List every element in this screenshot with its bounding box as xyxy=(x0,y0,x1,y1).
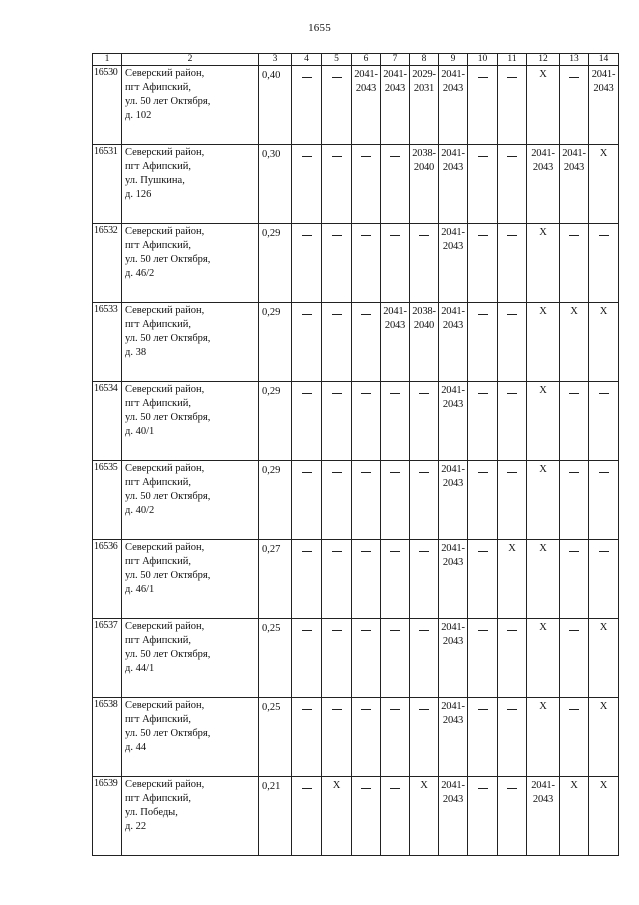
dash-mark xyxy=(302,709,312,710)
record-number: 16536 xyxy=(93,540,122,619)
dash-mark xyxy=(302,788,312,789)
column-header: 1 xyxy=(93,54,122,66)
address-line: д. 44/1 xyxy=(125,663,155,674)
dash-mark xyxy=(302,156,312,157)
address-line: ул. 50 лет Октября, xyxy=(125,254,211,265)
address-line: Северский район, xyxy=(125,147,205,158)
address-line: ул. 50 лет Октября, xyxy=(125,649,211,660)
period-cell xyxy=(381,540,410,619)
period-cell: Х xyxy=(560,303,589,382)
address-line: ул. 50 лет Октября, xyxy=(125,491,211,502)
page-number: 1655 xyxy=(308,22,331,34)
period-cell xyxy=(292,145,322,224)
period-cell: Х xyxy=(589,145,619,224)
dash-mark xyxy=(361,630,371,631)
period-cell xyxy=(322,540,352,619)
dash-mark xyxy=(419,551,429,552)
address-line: пгт Афипский, xyxy=(125,635,191,646)
period-cell xyxy=(292,777,322,856)
table-row xyxy=(93,698,619,777)
period-cell xyxy=(381,777,410,856)
column-header: 2 xyxy=(122,54,259,66)
period-cell xyxy=(560,66,589,145)
dash-mark xyxy=(419,630,429,631)
dash-mark xyxy=(302,314,312,315)
period-cell xyxy=(589,461,619,540)
dash-mark xyxy=(478,77,488,78)
period-cell: 2041- 2043 xyxy=(352,66,381,145)
period-cell: Х xyxy=(527,303,560,382)
address-line: пгт Афипский, xyxy=(125,793,191,804)
address-line: пгт Афипский, xyxy=(125,240,191,251)
table-row xyxy=(93,540,619,619)
dash-mark xyxy=(332,472,342,473)
period-cell: 2029- 2031 xyxy=(410,66,439,145)
dash-mark xyxy=(390,156,400,157)
dash-mark xyxy=(569,551,579,552)
period-cell xyxy=(352,698,381,777)
period-cell xyxy=(468,224,498,303)
table-row xyxy=(93,619,619,698)
area-cell: 0,29 xyxy=(259,382,292,461)
column-header: 4 xyxy=(292,54,322,66)
period-cell xyxy=(498,461,527,540)
period-cell xyxy=(410,224,439,303)
dash-mark xyxy=(332,156,342,157)
period-cell xyxy=(560,382,589,461)
area-cell: 0,40 xyxy=(259,66,292,145)
period-cell xyxy=(498,303,527,382)
dash-mark xyxy=(478,472,488,473)
period-cell: 2041- 2043 xyxy=(560,145,589,224)
area-cell: 0,25 xyxy=(259,619,292,698)
dash-mark xyxy=(332,551,342,552)
period-cell xyxy=(468,777,498,856)
period-cell xyxy=(381,145,410,224)
address-line: ул. 50 лет Октября, xyxy=(125,96,211,107)
address-line: д. 40/1 xyxy=(125,426,155,437)
period-cell: Х xyxy=(527,224,560,303)
record-number: 16531 xyxy=(93,145,122,224)
period-cell xyxy=(498,145,527,224)
area-cell: 0,29 xyxy=(259,224,292,303)
period-cell xyxy=(560,461,589,540)
column-header: 12 xyxy=(527,54,560,66)
dash-mark xyxy=(302,551,312,552)
dash-mark xyxy=(507,630,517,631)
address-line: д. 46/2 xyxy=(125,268,155,279)
dash-mark xyxy=(419,472,429,473)
record-number: 16532 xyxy=(93,224,122,303)
address-cell xyxy=(122,303,259,382)
period-cell xyxy=(292,619,322,698)
address-line: д. 102 xyxy=(125,110,152,121)
dash-mark xyxy=(361,314,371,315)
address-line: пгт Афипский, xyxy=(125,477,191,488)
record-number: 16535 xyxy=(93,461,122,540)
dash-mark xyxy=(419,235,429,236)
period-cell xyxy=(381,224,410,303)
period-cell: Х xyxy=(560,777,589,856)
address-cell xyxy=(122,777,259,856)
period-cell xyxy=(498,66,527,145)
column-header: 11 xyxy=(498,54,527,66)
dash-mark xyxy=(507,393,517,394)
period-cell xyxy=(498,224,527,303)
address-line: Северский район, xyxy=(125,384,205,395)
dash-mark xyxy=(478,630,488,631)
address-line: Северский район, xyxy=(125,779,205,790)
dash-mark xyxy=(478,156,488,157)
period-cell: Х xyxy=(410,777,439,856)
dash-mark xyxy=(361,472,371,473)
period-cell xyxy=(560,698,589,777)
period-cell xyxy=(322,303,352,382)
column-header: 13 xyxy=(560,54,589,66)
dash-mark xyxy=(478,314,488,315)
period-cell xyxy=(352,145,381,224)
period-cell: 2041- 2043 xyxy=(439,698,468,777)
dash-mark xyxy=(390,551,400,552)
column-header: 3 xyxy=(259,54,292,66)
dash-mark xyxy=(507,314,517,315)
period-cell xyxy=(410,382,439,461)
table-row xyxy=(93,145,619,224)
table-row xyxy=(93,224,619,303)
column-header: 7 xyxy=(381,54,410,66)
period-cell xyxy=(352,461,381,540)
period-cell: Х xyxy=(527,461,560,540)
period-cell xyxy=(352,303,381,382)
period-cell xyxy=(352,619,381,698)
period-cell xyxy=(468,382,498,461)
dash-mark xyxy=(361,235,371,236)
period-cell: 2038- 2040 xyxy=(410,303,439,382)
period-cell: 2041- 2043 xyxy=(439,224,468,303)
address-line: ул. 50 лет Октября, xyxy=(125,412,211,423)
dash-mark xyxy=(302,630,312,631)
address-line: пгт Афипский, xyxy=(125,82,191,93)
period-cell: Х xyxy=(589,698,619,777)
column-header: 9 xyxy=(439,54,468,66)
dash-mark xyxy=(507,472,517,473)
address-cell xyxy=(122,224,259,303)
table-row xyxy=(93,66,619,145)
dash-mark xyxy=(390,709,400,710)
period-cell xyxy=(589,540,619,619)
address-line: ул. Победы, xyxy=(125,807,178,818)
dash-mark xyxy=(361,551,371,552)
period-cell xyxy=(498,698,527,777)
period-cell: 2041- 2043 xyxy=(439,540,468,619)
address-cell xyxy=(122,698,259,777)
address-line: д. 38 xyxy=(125,347,147,358)
record-number: 16533 xyxy=(93,303,122,382)
address-line: д. 40/2 xyxy=(125,505,155,516)
period-cell xyxy=(322,66,352,145)
dash-mark xyxy=(569,630,579,631)
period-cell xyxy=(292,303,322,382)
column-header: 5 xyxy=(322,54,352,66)
dash-mark xyxy=(599,393,609,394)
record-number: 16530 xyxy=(93,66,122,145)
table-row xyxy=(93,461,619,540)
dash-mark xyxy=(390,630,400,631)
period-cell xyxy=(322,224,352,303)
column-header: 10 xyxy=(468,54,498,66)
dash-mark xyxy=(599,551,609,552)
period-cell xyxy=(322,382,352,461)
dash-mark xyxy=(361,709,371,710)
address-line: ул. 50 лет Октября, xyxy=(125,570,211,581)
period-cell: 2041- 2043 xyxy=(381,66,410,145)
dash-mark xyxy=(419,709,429,710)
period-cell xyxy=(292,698,322,777)
area-cell: 0,30 xyxy=(259,145,292,224)
period-cell xyxy=(292,66,322,145)
dash-mark xyxy=(332,235,342,236)
area-cell: 0,29 xyxy=(259,461,292,540)
record-number: 16538 xyxy=(93,698,122,777)
dash-mark xyxy=(332,77,342,78)
period-cell xyxy=(468,66,498,145)
period-cell xyxy=(560,224,589,303)
table-row xyxy=(93,303,619,382)
period-cell xyxy=(410,540,439,619)
period-cell xyxy=(381,619,410,698)
period-cell xyxy=(468,145,498,224)
dash-mark xyxy=(302,77,312,78)
period-cell: Х xyxy=(589,303,619,382)
dash-mark xyxy=(507,156,517,157)
period-cell xyxy=(560,540,589,619)
address-cell xyxy=(122,382,259,461)
record-number: 16539 xyxy=(93,777,122,856)
register-table xyxy=(92,53,619,856)
area-cell: 0,25 xyxy=(259,698,292,777)
period-cell xyxy=(292,382,322,461)
period-cell: 2041- 2043 xyxy=(527,145,560,224)
address-cell xyxy=(122,540,259,619)
period-cell: 2041- 2043 xyxy=(527,777,560,856)
period-cell xyxy=(498,777,527,856)
address-line: д. 22 xyxy=(125,821,147,832)
period-cell: 2041- 2043 xyxy=(589,66,619,145)
address-line: ул. 50 лет Октября, xyxy=(125,333,211,344)
table-row xyxy=(93,777,619,856)
dash-mark xyxy=(569,709,579,710)
area-cell: 0,29 xyxy=(259,303,292,382)
address-line: пгт Афипский, xyxy=(125,319,191,330)
period-cell xyxy=(292,224,322,303)
table-row xyxy=(93,382,619,461)
dash-mark xyxy=(302,235,312,236)
period-cell xyxy=(410,698,439,777)
dash-mark xyxy=(332,314,342,315)
period-cell xyxy=(468,303,498,382)
address-line: пгт Афипский, xyxy=(125,714,191,725)
dash-mark xyxy=(332,630,342,631)
dash-mark xyxy=(507,235,517,236)
dash-mark xyxy=(569,393,579,394)
dash-mark xyxy=(390,235,400,236)
period-cell xyxy=(589,224,619,303)
address-cell xyxy=(122,619,259,698)
dash-mark xyxy=(569,77,579,78)
period-cell xyxy=(292,540,322,619)
period-cell: Х xyxy=(498,540,527,619)
period-cell: 2041- 2043 xyxy=(439,66,468,145)
period-cell xyxy=(410,619,439,698)
period-cell xyxy=(352,224,381,303)
dash-mark xyxy=(599,235,609,236)
dash-mark xyxy=(478,235,488,236)
period-cell xyxy=(498,619,527,698)
period-cell xyxy=(589,382,619,461)
dash-mark xyxy=(478,788,488,789)
address-cell xyxy=(122,145,259,224)
period-cell: Х xyxy=(527,382,560,461)
address-line: Северский район, xyxy=(125,621,205,632)
dash-mark xyxy=(332,709,342,710)
period-cell: Х xyxy=(527,698,560,777)
dash-mark xyxy=(507,709,517,710)
period-cell xyxy=(352,382,381,461)
address-line: ул. 50 лет Октября, xyxy=(125,728,211,739)
dash-mark xyxy=(302,472,312,473)
dash-mark xyxy=(419,393,429,394)
address-line: Северский район, xyxy=(125,700,205,711)
dash-mark xyxy=(361,788,371,789)
dash-mark xyxy=(478,709,488,710)
address-cell xyxy=(122,461,259,540)
period-cell: 2041- 2043 xyxy=(439,619,468,698)
address-line: пгт Афипский, xyxy=(125,398,191,409)
period-cell: Х xyxy=(589,777,619,856)
period-cell xyxy=(560,619,589,698)
period-cell xyxy=(468,461,498,540)
period-cell: 2041- 2043 xyxy=(439,303,468,382)
period-cell xyxy=(352,540,381,619)
column-header: 8 xyxy=(410,54,439,66)
dash-mark xyxy=(599,472,609,473)
period-cell: Х xyxy=(527,540,560,619)
period-cell: 2038- 2040 xyxy=(410,145,439,224)
address-line: пгт Афипский, xyxy=(125,556,191,567)
period-cell xyxy=(322,698,352,777)
dash-mark xyxy=(569,235,579,236)
dash-mark xyxy=(302,393,312,394)
address-line: Северский район, xyxy=(125,226,205,237)
period-cell xyxy=(322,145,352,224)
period-cell: Х xyxy=(589,619,619,698)
dash-mark xyxy=(478,393,488,394)
dash-mark xyxy=(507,77,517,78)
address-line: пгт Афипский, xyxy=(125,161,191,172)
period-cell: 2041- 2043 xyxy=(439,382,468,461)
address-line: ул. Пушкина, xyxy=(125,175,185,186)
address-line: Северский район, xyxy=(125,463,205,474)
record-number: 16534 xyxy=(93,382,122,461)
period-cell: Х xyxy=(527,619,560,698)
address-line: д. 126 xyxy=(125,189,152,200)
column-header: 6 xyxy=(352,54,381,66)
period-cell xyxy=(352,777,381,856)
period-cell xyxy=(498,382,527,461)
address-line: д. 44 xyxy=(125,742,147,753)
record-number: 16537 xyxy=(93,619,122,698)
dash-mark xyxy=(332,393,342,394)
dash-mark xyxy=(361,156,371,157)
period-cell xyxy=(381,461,410,540)
period-cell xyxy=(292,461,322,540)
address-line: д. 46/1 xyxy=(125,584,155,595)
header-row xyxy=(93,54,619,66)
period-cell xyxy=(410,461,439,540)
dash-mark xyxy=(569,472,579,473)
dash-mark xyxy=(390,393,400,394)
dash-mark xyxy=(390,788,400,789)
period-cell: Х xyxy=(527,66,560,145)
period-cell xyxy=(381,382,410,461)
period-cell: 2041- 2043 xyxy=(439,777,468,856)
period-cell xyxy=(468,619,498,698)
column-header: 14 xyxy=(589,54,619,66)
period-cell: 2041- 2043 xyxy=(381,303,410,382)
period-cell: 2041- 2043 xyxy=(439,461,468,540)
period-cell xyxy=(381,698,410,777)
period-cell xyxy=(468,698,498,777)
dash-mark xyxy=(478,551,488,552)
period-cell xyxy=(322,619,352,698)
address-line: Северский район, xyxy=(125,68,205,79)
area-cell: 0,21 xyxy=(259,777,292,856)
period-cell: 2041- 2043 xyxy=(439,145,468,224)
period-cell xyxy=(468,540,498,619)
area-cell: 0,27 xyxy=(259,540,292,619)
dash-mark xyxy=(507,788,517,789)
period-cell xyxy=(322,461,352,540)
address-line: Северский район, xyxy=(125,305,205,316)
period-cell: Х xyxy=(322,777,352,856)
address-line: Северский район, xyxy=(125,542,205,553)
dash-mark xyxy=(361,393,371,394)
address-cell xyxy=(122,66,259,145)
dash-mark xyxy=(390,472,400,473)
